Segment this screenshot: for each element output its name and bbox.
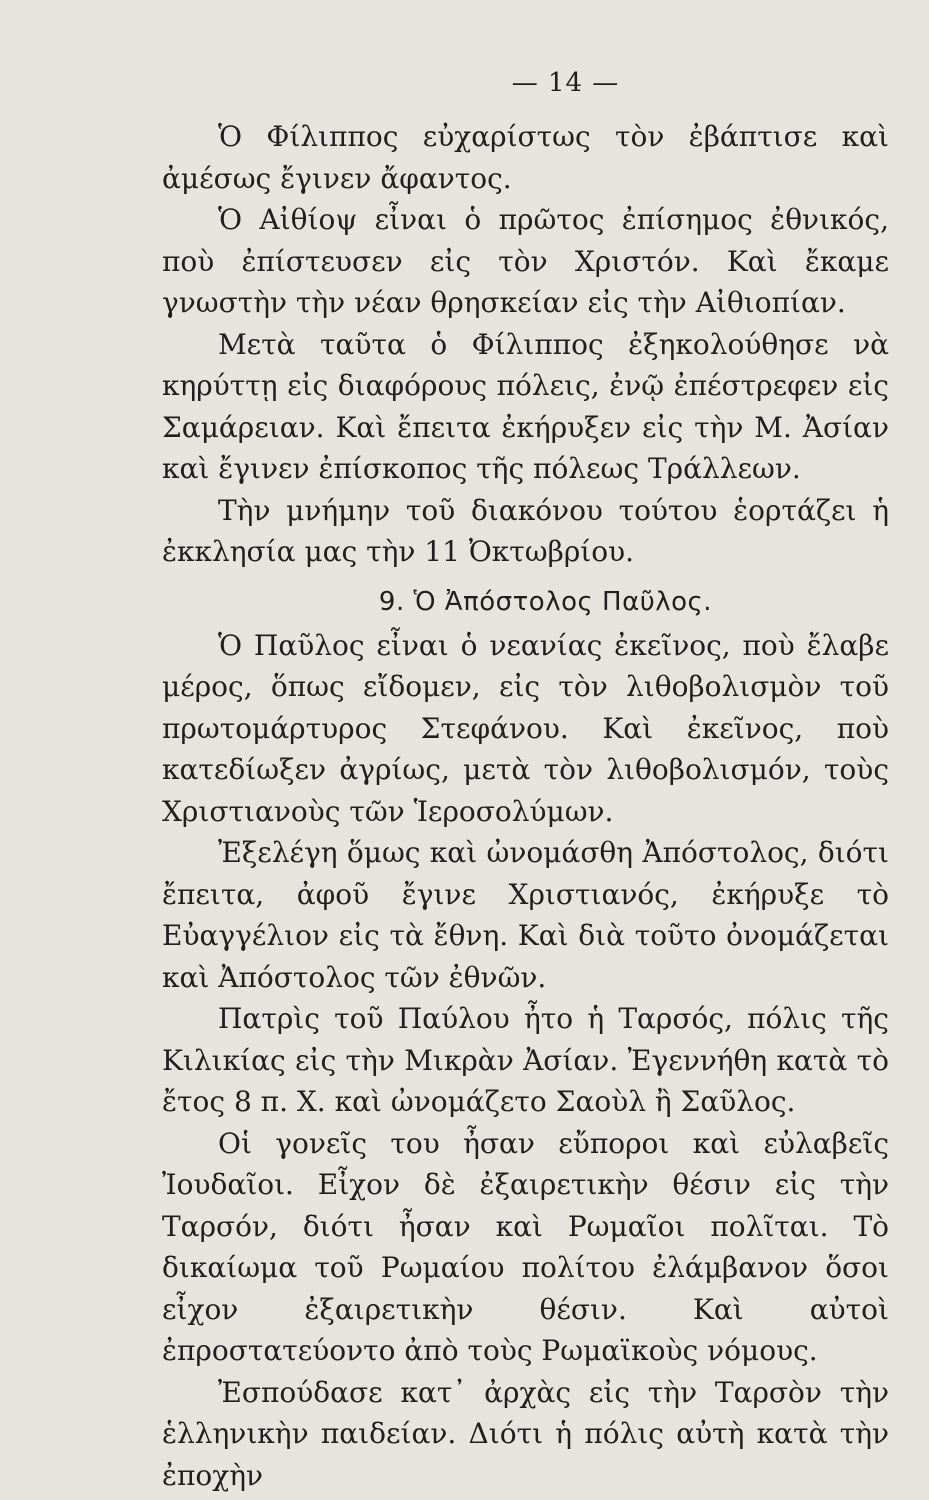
paragraph-8: Οἱ γονεῖς του ἦσαν εὔποροι καὶ εὐλαβεῖς Ἰουδαῖοι. Εἶχον δὲ ἐξαιρετικὴν θέσιν εἰς τὴν Ταρσόν, διότι ἦσαν καὶ Ρωμαῖοι πολῖται. Τὸ δικαίωμα τοῦ Ρωμαίου πολίτου ἐλάμβανον ὅσοι εἶχον ἐξαιρετικὴν θέσιν. Καὶ αὐτοὶ ἐπροστατεύοντο ἀπὸ τοὺς Ρωμαϊκοὺς νόμους. <box>162 1126 889 1367</box>
paragraph-5: Ὁ Παῦλος εἶναι ὁ νεανίας ἐκεῖνος, ποὺ ἔλαβε μέρος, ὅπως εἴδομεν, εἰς τὸν λιθοβολισμὸν τοῦ πρωτομάρτυρος Στεφάνου. Καὶ ἐκεῖνος, ποὺ κατεδίωξεν ἀγρίως, μετὰ τὸν λιθοβολισμόν, τοὺς Χριστιανοὺς τῶν Ἱεροσολύμων. <box>162 628 889 828</box>
section-heading: 9. Ὁ Ἀπόστολος Παῦλος. <box>378 586 713 617</box>
paragraph-3: Μετὰ ταῦτα ὁ Φίλιππος ἐξηκολούθησε νὰ κηρύττῃ εἰς διαφόρους πόλεις, ἐνῷ ἐπέστρεφεν εἰς Σαμάρειαν. Καὶ ἔπειτα ἐκήρυξεν εἰς τὴν Μ. Ἀσίαν καὶ ἔγινεν ἐπίσκοπος τῆς πόλεως Τράλλεων. <box>162 327 889 485</box>
paragraph-7: Πατρὶς τοῦ Παύλου ἦτο ἡ Ταρσός, πόλις τῆς Κιλικίας εἰς τὴν Μικρὰν Ἀσίαν. Ἐγεννήθη κατὰ τὸ ἔτος 8 π. Χ. καὶ ὠνομάζετο Σαοὺλ ἢ Σαῦλος. <box>162 1002 889 1118</box>
paragraph-2: Ὁ Αἰθίοψ εἶναι ὁ πρῶτος ἐπίσημος ἐθνικός, ποὺ ἐπίστευσεν εἰς τὸν Χριστόν. Καὶ ἔκαμε γνωστὴν τὴν νέαν θρησκείαν εἰς τὴν Αἰθιοπίαν. <box>162 203 889 319</box>
paragraph-6: Ἐξελέγη ὅμως καὶ ὠνομάσθη Ἀπόστολος, διότι ἔπειτα, ἀφοῦ ἔγινε Χριστιανός, ἐκήρυξε τὸ Εὐαγγέλιον εἰς τὰ ἔθνη. Καὶ διὰ τοῦτο ὀνομάζεται καὶ Ἀπόστολος τῶν ἐθνῶν. <box>162 836 889 994</box>
paragraph-4: Τὴν μνήμην τοῦ διακόνου τούτου ἑορτάζει ἡ ἐκκλησία μας τὴν 11 Ὀκτωβρίου. <box>162 493 889 568</box>
page-number: — 14 — <box>511 68 620 98</box>
paragraph-9: Ἐσπούδασε κατ᾿ ἀρχὰς εἰς τὴν Ταρσὸν τὴν ἑλληνικὴν παιδείαν. Διότι ἡ πόλις αὐτὴ κατὰ τὴν ἐποχὴν <box>162 1375 889 1492</box>
paragraph-1: Ὁ Φίλιππος εὐχαρίστως τὸν ἐβάπτισε καὶ ἀμέσως ἔγινεν ἄφαντος. <box>162 120 889 195</box>
